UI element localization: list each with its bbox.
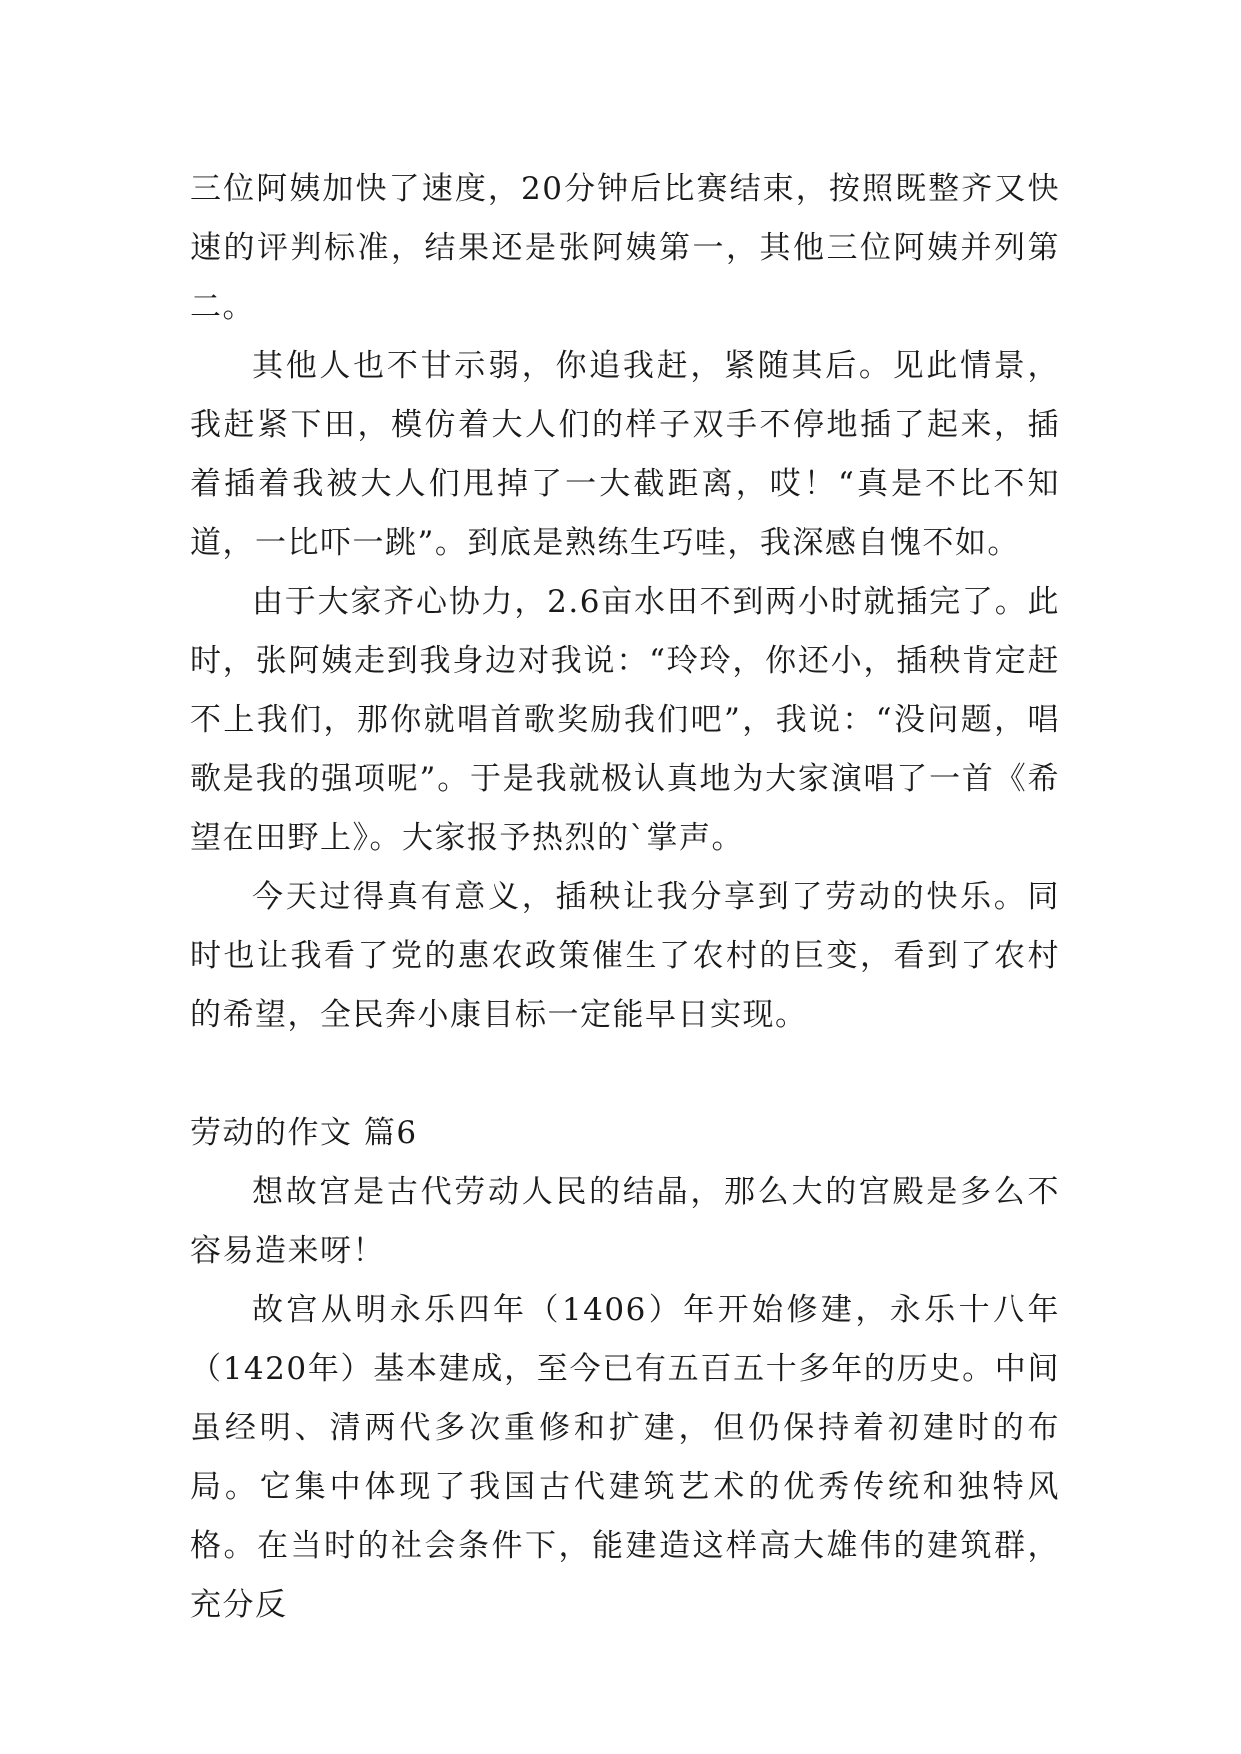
paragraph-5: 想故宫是古代劳动人民的结晶，那么大的宫殿是多么不容易造来呀！ [190, 1174, 1060, 1269]
paragraph-2: 其他人也不甘示弱，你追我赶，紧随其后。见此情景，我赶紧下田，模仿着大人们的样子双手不停地插了起来，插着插着我被大人们甩掉了一大截距离，哎！“真是不比不知道，一比吓一跳”。到底是熟练生巧哇，我深感自愧不如。 [190, 348, 1060, 561]
paragraph-6: 故宫从明永乐四年（1406）年开始修建，永乐十八年（1420年）基本建成，至今已有五百五十多年的历史。中间虽经明、清两代多次重修和扩建，但仍保持着初建时的布局。它集中体现了我国古代建筑艺术的优秀传统和独特风格。在当时的社会条件下，能建造这样高大雄伟的建筑群，充分反 [190, 1292, 1060, 1623]
document-body [190, 160, 1060, 1635]
paragraph-4: 今天过得真有意义，插秧让我分享到了劳动的快乐。同时也让我看了党的惠农政策催生了农村的巨变，看到了农村的希望，全民奔小康目标一定能早日实现。 [190, 879, 1060, 1033]
section-heading: 劳动的作文 篇6 [190, 1115, 418, 1151]
paragraph-1: 三位阿姨加快了速度，20分钟后比赛结束，按照既整齐又快速的评判标准，结果还是张阿姨第一，其他三位阿姨并列第二。 [190, 171, 1060, 325]
paragraph-3: 由于大家齐心协力，2.6亩水田不到两小时就插完了。此时，张阿姨走到我身边对我说：“玲玲，你还小，插秧肯定赶不上我们，那你就唱首歌奖励我们吧”，我说：“没问题，唱歌是我的强项呢”。于是我就极认真地为大家演唱了一首《希望在田野上》。大家报予热烈的`掌声。 [190, 584, 1060, 856]
